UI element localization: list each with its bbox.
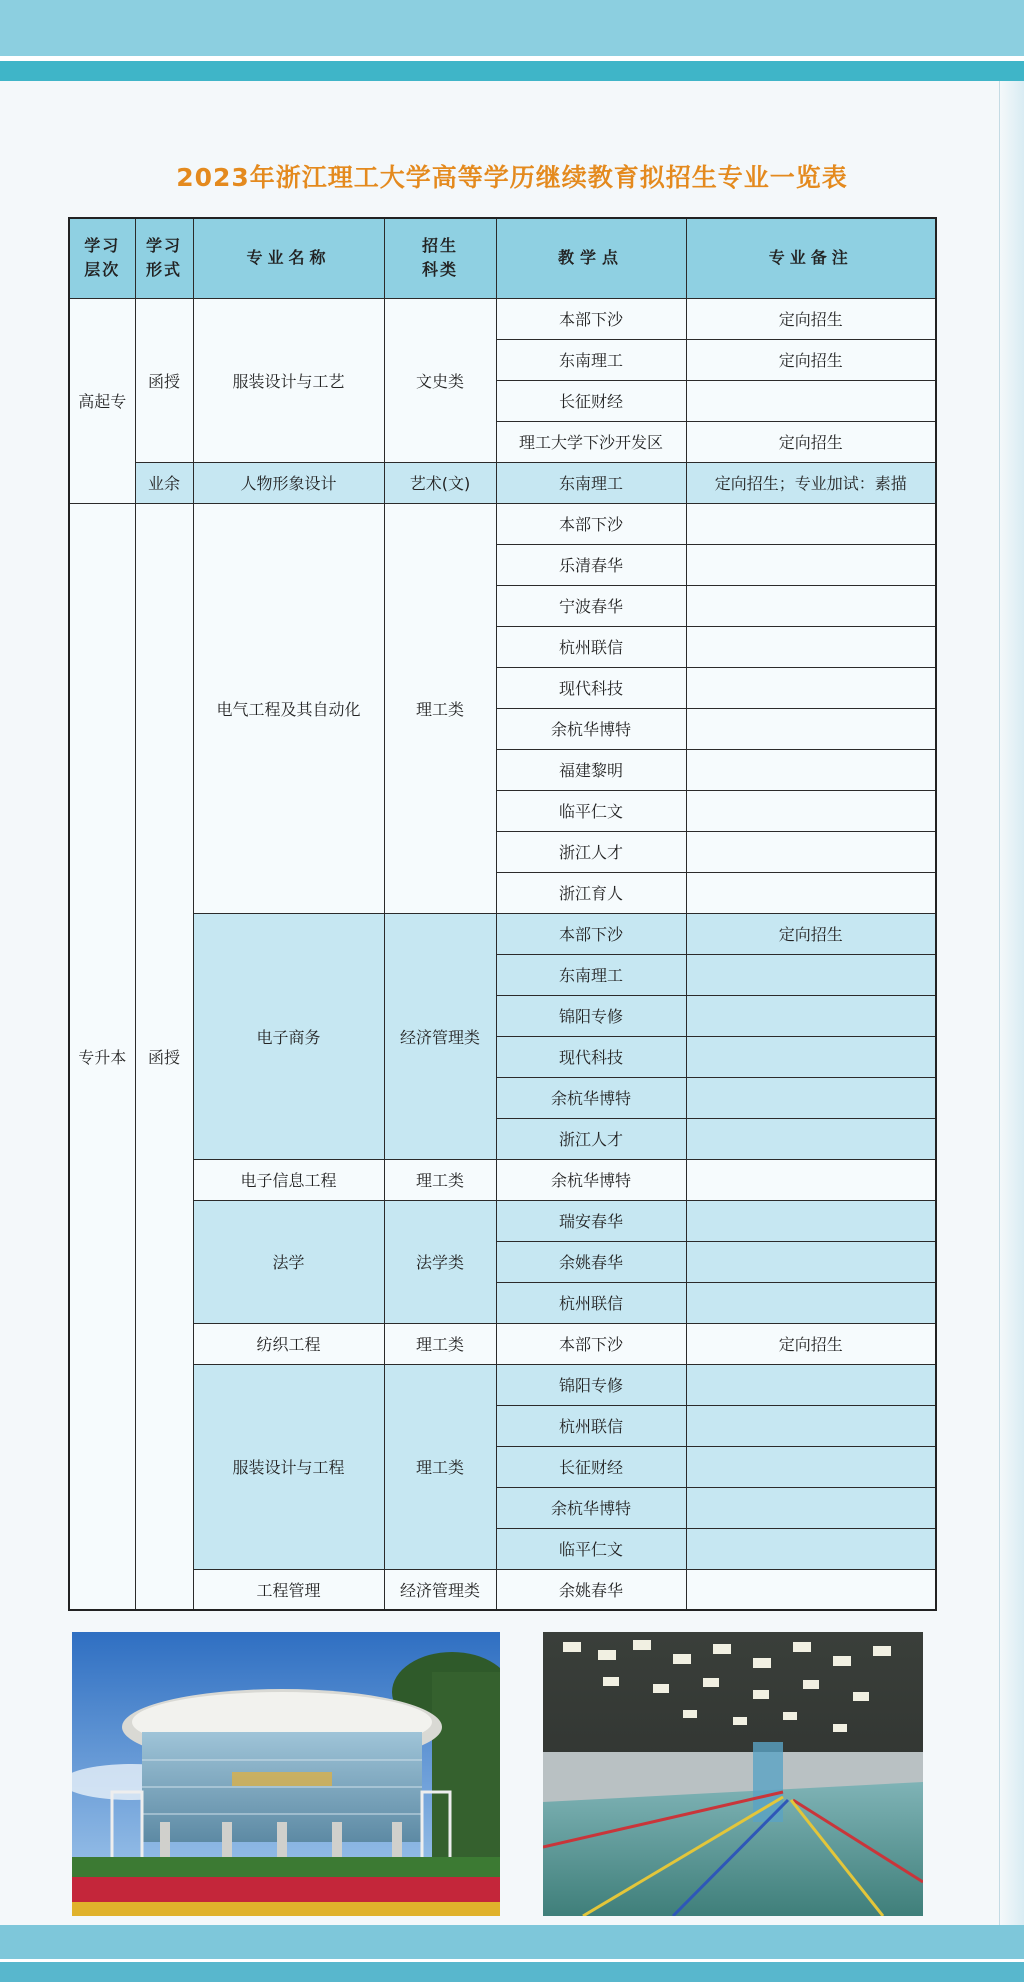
table-row	[69, 462, 936, 503]
site-cell: 长征财经	[496, 1446, 686, 1487]
header-site: 教学点	[496, 218, 686, 298]
table-row	[69, 1200, 936, 1241]
top-decor-band-dark	[0, 61, 1024, 81]
note-cell	[686, 1036, 936, 1077]
site-cell: 现代科技	[496, 667, 686, 708]
top-decor-band	[0, 0, 1024, 56]
site-cell: 余杭华博特	[496, 708, 686, 749]
site-cell: 浙江人才	[496, 831, 686, 872]
site-cell: 东南理工	[496, 462, 686, 503]
table-row	[69, 913, 936, 954]
header-level: 学习 层次	[69, 218, 135, 298]
note-cell: 定向招生	[686, 913, 936, 954]
level-cell: 专升本	[69, 503, 135, 1610]
site-cell: 福建黎明	[496, 749, 686, 790]
site-cell: 理工大学下沙开发区	[496, 421, 686, 462]
note-cell	[686, 1159, 936, 1200]
major-cell: 电子信息工程	[193, 1159, 384, 1200]
pool-photo	[543, 1632, 923, 1916]
major-cell: 电气工程及其自动化	[193, 503, 384, 913]
majors-table	[68, 217, 937, 1611]
form-cell: 业余	[135, 462, 193, 503]
category-cell: 经济管理类	[384, 913, 496, 1159]
site-cell: 东南理工	[496, 339, 686, 380]
note-cell	[686, 1282, 936, 1323]
note-cell	[686, 1487, 936, 1528]
table-row	[69, 298, 936, 339]
site-cell: 杭州联信	[496, 1405, 686, 1446]
note-cell: 定向招生	[686, 421, 936, 462]
note-cell	[686, 1200, 936, 1241]
note-cell	[686, 585, 936, 626]
major-cell: 电子商务	[193, 913, 384, 1159]
page-title: 2023年浙江理工大学高等学历继续教育拟招生专业一览表	[176, 163, 848, 192]
note-cell	[686, 503, 936, 544]
header-category: 招生 科类	[384, 218, 496, 298]
note-cell	[686, 1364, 936, 1405]
category-cell: 理工类	[384, 1323, 496, 1364]
note-cell	[686, 995, 936, 1036]
note-cell	[686, 1077, 936, 1118]
site-cell: 临平仁文	[496, 790, 686, 831]
major-cell: 工程管理	[193, 1569, 384, 1610]
site-cell: 锦阳专修	[496, 995, 686, 1036]
site-cell: 浙江人才	[496, 1118, 686, 1159]
note-cell	[686, 749, 936, 790]
category-cell: 法学类	[384, 1200, 496, 1323]
site-cell: 临平仁文	[496, 1528, 686, 1569]
site-cell: 余姚春华	[496, 1569, 686, 1610]
table-row	[69, 1323, 936, 1364]
site-cell: 东南理工	[496, 954, 686, 995]
note-cell: 定向招生	[686, 339, 936, 380]
table-header-row	[69, 218, 936, 298]
major-cell: 服装设计与工程	[193, 1364, 384, 1569]
site-cell: 本部下沙	[496, 298, 686, 339]
category-cell: 经济管理类	[384, 1569, 496, 1610]
bottom-decor-band-dark	[0, 1959, 1024, 1982]
major-cell: 纺织工程	[193, 1323, 384, 1364]
site-cell: 瑞安春华	[496, 1200, 686, 1241]
note-cell	[686, 1405, 936, 1446]
site-cell: 本部下沙	[496, 913, 686, 954]
site-cell: 本部下沙	[496, 503, 686, 544]
note-cell	[686, 667, 936, 708]
site-cell: 现代科技	[496, 1036, 686, 1077]
table-row	[69, 1159, 936, 1200]
table-row	[69, 1569, 936, 1610]
note-cell	[686, 544, 936, 585]
category-cell: 艺术(文)	[384, 462, 496, 503]
note-cell	[686, 1118, 936, 1159]
table-row	[69, 503, 936, 544]
site-cell: 浙江育人	[496, 872, 686, 913]
major-cell: 人物形象设计	[193, 462, 384, 503]
site-cell: 余杭华博特	[496, 1487, 686, 1528]
site-cell: 余杭华博特	[496, 1077, 686, 1118]
bottom-decor-band	[0, 1925, 1024, 1959]
note-cell	[686, 1569, 936, 1610]
header-note: 专业备注	[686, 218, 936, 298]
level-cell: 高起专	[69, 298, 135, 503]
note-cell	[686, 708, 936, 749]
site-cell: 余姚春华	[496, 1241, 686, 1282]
site-cell: 宁波春华	[496, 585, 686, 626]
site-cell: 余杭华博特	[496, 1159, 686, 1200]
category-cell: 理工类	[384, 1364, 496, 1569]
site-cell: 杭州联信	[496, 1282, 686, 1323]
note-cell	[686, 1241, 936, 1282]
major-cell: 服装设计与工艺	[193, 298, 384, 462]
note-cell: 定向招生；专业加试：素描	[686, 462, 936, 503]
note-cell	[686, 954, 936, 995]
note-cell	[686, 380, 936, 421]
site-cell: 锦阳专修	[496, 1364, 686, 1405]
major-cell: 法学	[193, 1200, 384, 1323]
right-decor-edge	[999, 81, 1024, 1925]
category-cell: 理工类	[384, 1159, 496, 1200]
header-form: 学习 形式	[135, 218, 193, 298]
header-major: 专业名称	[193, 218, 384, 298]
site-cell: 本部下沙	[496, 1323, 686, 1364]
note-cell	[686, 1528, 936, 1569]
note-cell	[686, 1446, 936, 1487]
category-cell: 文史类	[384, 298, 496, 462]
category-cell: 理工类	[384, 503, 496, 913]
site-cell: 长征财经	[496, 380, 686, 421]
note-cell	[686, 626, 936, 667]
note-cell	[686, 790, 936, 831]
table-row	[69, 1364, 936, 1405]
note-cell	[686, 831, 936, 872]
note-cell: 定向招生	[686, 1323, 936, 1364]
site-cell: 乐清春华	[496, 544, 686, 585]
form-cell: 函授	[135, 503, 193, 1610]
form-cell: 函授	[135, 298, 193, 462]
site-cell: 杭州联信	[496, 626, 686, 667]
note-cell	[686, 872, 936, 913]
building-photo	[72, 1632, 500, 1916]
note-cell: 定向招生	[686, 298, 936, 339]
